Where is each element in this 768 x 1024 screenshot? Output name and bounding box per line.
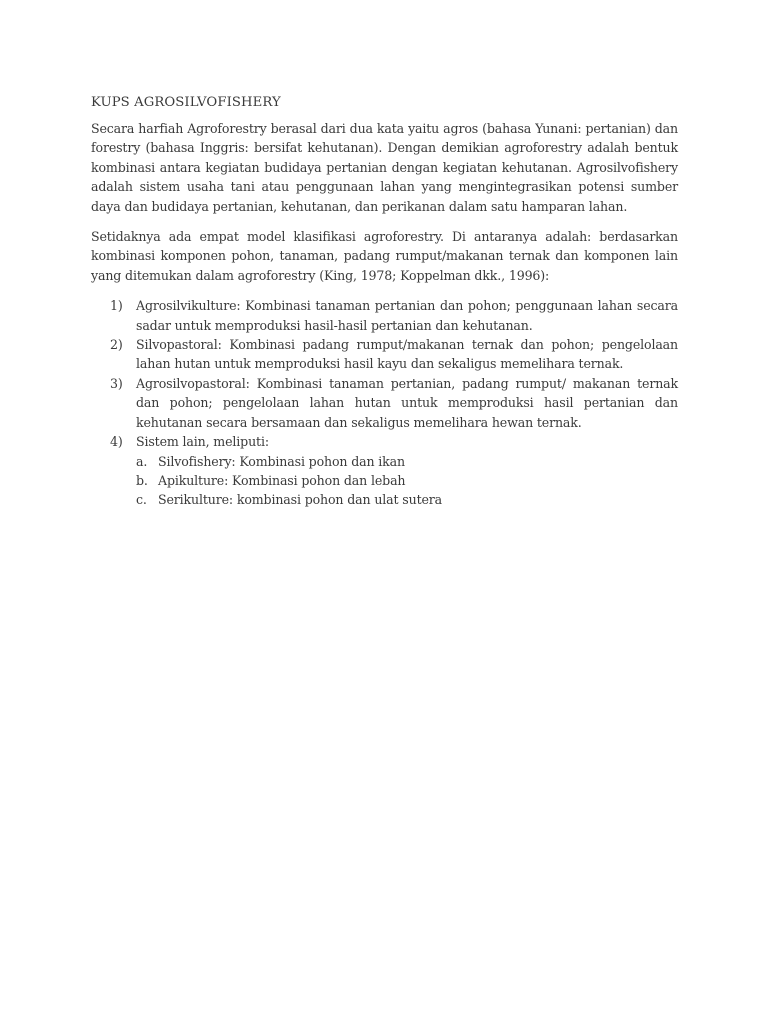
- sub-list-item-letter: b.: [136, 472, 148, 488]
- list-item-number: 3): [110, 375, 123, 391]
- list-item-number: 2): [110, 337, 123, 353]
- sub-list-item-letter: c.: [136, 492, 147, 508]
- list-item-text: Silvopastoral: Kombinasi padang rumput/makanan ternak dan pohon; pengelolaan lahan hutan untuk memproduksi hasil kayu dan sekaligus memelihara ternak.: [136, 337, 678, 372]
- paragraph-classification: Setidaknya ada empat model klasifikasi agroforestry. Di antaranya adalah: berdasarkan kombinasi komponen pohon, tanaman, padang rumput/makanan ternak dan komponen lain yang ditemukan dalam agroforestry (King, 1978; Koppelman dkk., 1996):: [91, 229, 678, 283]
- sub-list-item-text: Serikulture: kombinasi pohon dan ulat sutera: [158, 492, 443, 508]
- list-item: [91, 432, 678, 510]
- list-item-text: Agrosilvikulture: Kombinasi tanaman pertanian dan pohon; penggunaan lahan secara sadar untuk memproduksi hasil-hasil pertanian dan kehutanan.: [136, 298, 678, 333]
- list-item-number: 4): [110, 434, 123, 450]
- list-item: [91, 335, 678, 374]
- document-page: [91, 93, 678, 510]
- document-title: KUPS AGROSILVOFISHERY: [91, 95, 281, 110]
- paragraph-definition: Secara harfiah Agroforestry berasal dari dua kata yaitu agros (bahasa Yunani: pertanian) dan forestry (bahasa Inggris: bersifat kehutanan). Dengan demikian agroforestry adalah bentuk kombinasi antara kegiatan budidaya pertanian dengan kegiatan kehutanan. Agrosilvofishery adalah sistem usaha tani atau penggunaan lahan yang mengintegrasikan potensi sumber daya dan budidaya pertanian, kehutanan, dan perikanan dalam satu hamparan lahan.: [91, 121, 678, 214]
- model-list: [91, 296, 678, 509]
- sub-list-item-letter: a.: [136, 453, 148, 469]
- list-item-number: 1): [110, 298, 123, 314]
- sub-list: [136, 452, 678, 510]
- list-item-text: Agrosilvopastoral: Kombinasi tanaman pertanian, padang rumput/ makanan ternak dan pohon; pengelolaan lahan hutan untuk memproduksi hasil pertanian dan kehutanan secara bersamaan dan sekaligus memelihara hewan ternak.: [136, 375, 678, 430]
- sub-list-item: [136, 490, 678, 509]
- sub-list-item-text: Silvofishery: Kombinasi pohon dan ikan: [158, 453, 405, 469]
- sub-list-item-text: Apikulture: Kombinasi pohon dan lebah: [158, 472, 406, 488]
- list-item: [91, 296, 678, 335]
- sub-list-item: [136, 471, 678, 490]
- sub-list-item: [136, 452, 678, 471]
- list-item-text: Sistem lain, meliputi:: [136, 434, 269, 450]
- list-item: [91, 374, 678, 432]
